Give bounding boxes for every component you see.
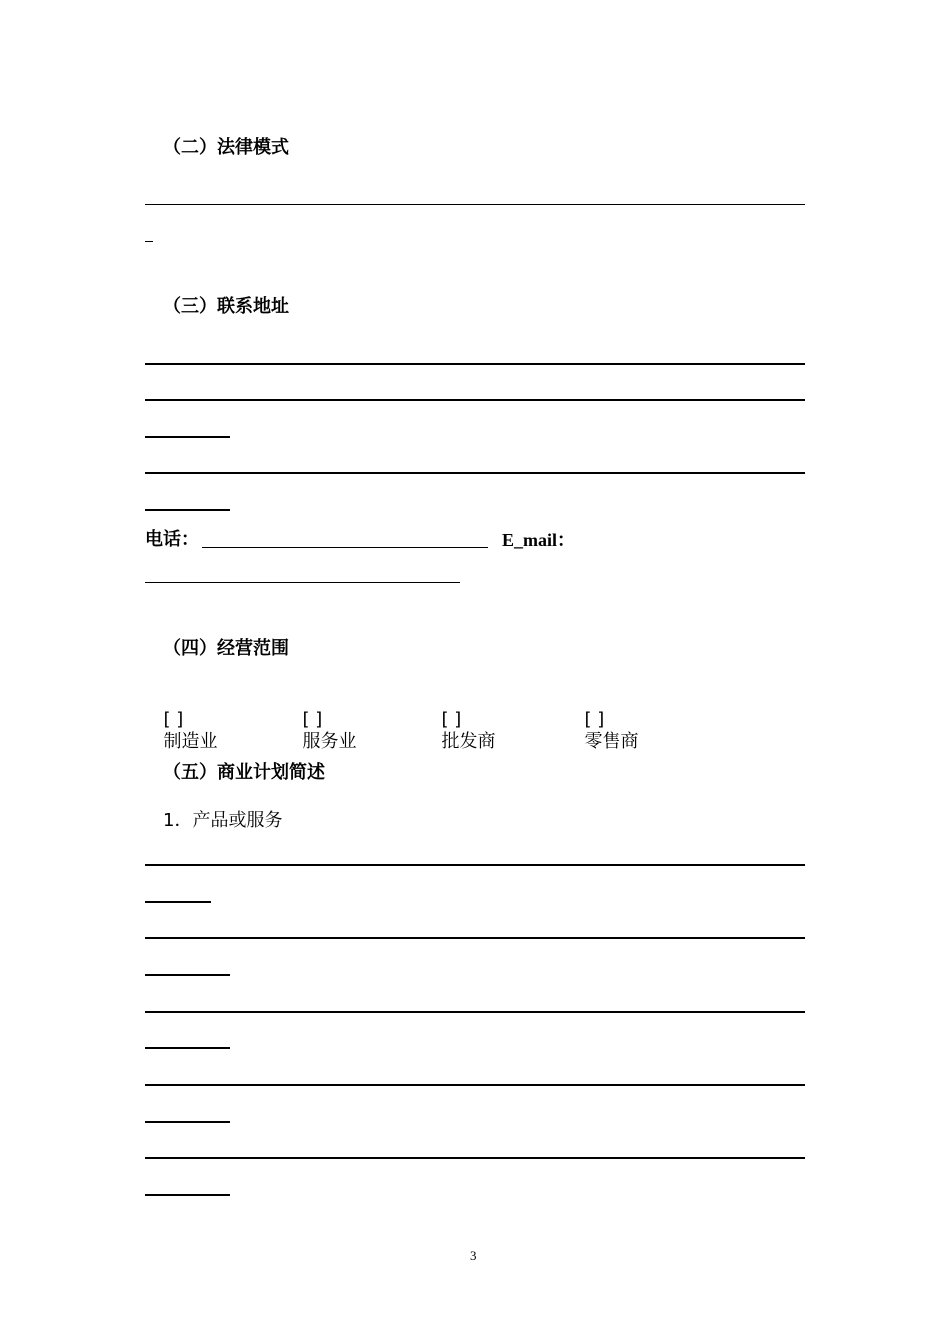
plan-line[interactable]: [145, 1047, 230, 1049]
checkbox-service[interactable]: [291, 687, 356, 753]
section-heading-contact-address: （三）联系地址: [163, 296, 289, 317]
checkbox-wholesale[interactable]: [430, 687, 495, 753]
plan-line[interactable]: [145, 1084, 805, 1086]
fill-line[interactable]: [145, 241, 153, 242]
section-heading-business-plan: （五）商业计划简述: [163, 762, 325, 783]
fill-line[interactable]: [145, 204, 805, 205]
checkbox-bracket: [ ]: [441, 709, 462, 730]
phone-field[interactable]: [202, 547, 488, 548]
plan-line[interactable]: [145, 1194, 230, 1196]
address-line[interactable]: [145, 436, 230, 438]
address-line[interactable]: [145, 509, 230, 511]
checkbox-bracket: [ ]: [584, 709, 605, 730]
checkbox-label: 零售商: [584, 731, 639, 752]
plan-line[interactable]: [145, 1121, 230, 1123]
plan-line[interactable]: [145, 937, 805, 939]
address-line[interactable]: [145, 472, 805, 474]
checkbox-retail[interactable]: [573, 687, 638, 753]
plan-line[interactable]: [145, 1011, 805, 1013]
email-label: E_mail：: [502, 530, 576, 550]
address-line[interactable]: [145, 363, 805, 365]
section-heading-business-scope: （四）经营范围: [163, 638, 289, 659]
plan-line[interactable]: [145, 864, 805, 866]
plan-line[interactable]: [145, 901, 211, 903]
checkbox-label: 制造业: [163, 731, 218, 752]
checkbox-label: 批发商: [441, 731, 496, 752]
checkbox-bracket: [ ]: [163, 709, 184, 730]
checkbox-label: 服务业: [302, 731, 357, 752]
section-heading-legal-mode: （二）法律模式: [163, 137, 289, 158]
phone-label: 电话：: [145, 529, 199, 550]
checkbox-manufacturing[interactable]: [152, 687, 217, 753]
plan-line[interactable]: [145, 974, 230, 976]
checkbox-bracket: [ ]: [302, 709, 323, 730]
plan-line[interactable]: [145, 1157, 805, 1159]
page-number: 3: [470, 1248, 477, 1263]
plan-item-products-services: 1．产品或服务: [163, 810, 283, 831]
address-line[interactable]: [145, 399, 805, 401]
email-field[interactable]: [145, 582, 460, 583]
